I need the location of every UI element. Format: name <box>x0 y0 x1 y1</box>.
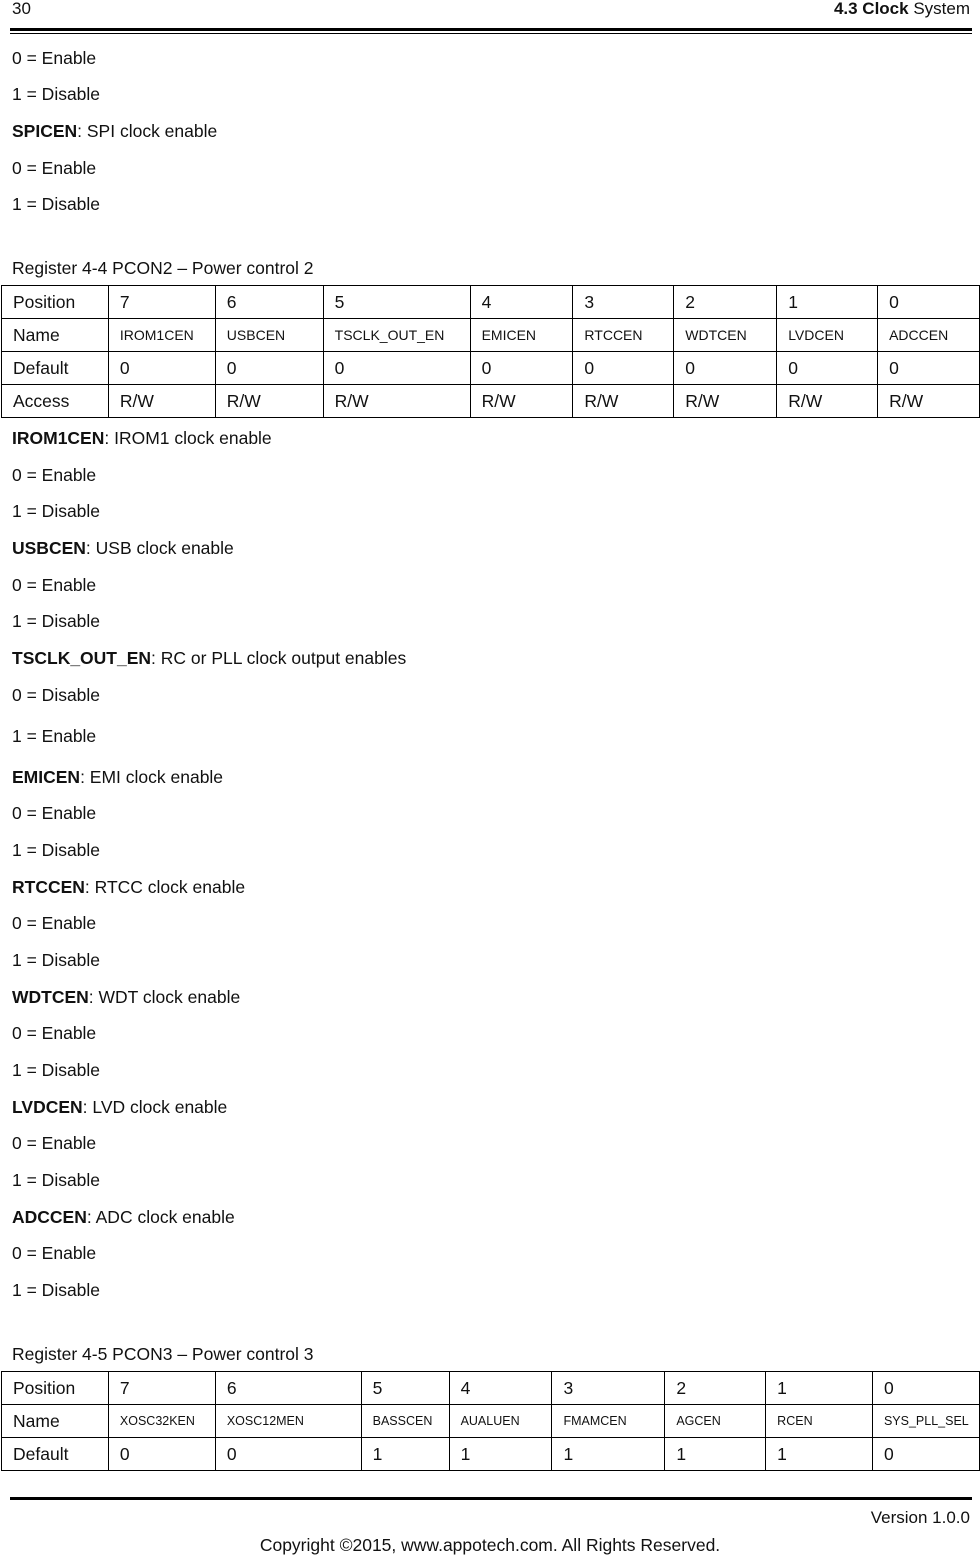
table-cell: TSCLK_OUT_EN <box>323 319 470 352</box>
field-description <box>12 575 96 596</box>
line-text: 0 = Enable <box>12 913 97 933</box>
table-cell: 1 <box>766 1438 873 1471</box>
version-label: Version 1.0.0 <box>870 1508 970 1527</box>
table-cell: 0 <box>215 1438 361 1471</box>
line-text: : USB clock enable <box>85 538 234 558</box>
line-text: 1 = Enable <box>12 726 97 746</box>
table-cell: R/W <box>777 385 878 418</box>
table-row <box>2 1405 980 1438</box>
table-cell: 0 <box>470 352 573 385</box>
table-cell: 0 <box>215 352 323 385</box>
table-cell: RCEN <box>766 1405 873 1438</box>
term: TSCLK_OUT_EN <box>12 648 152 668</box>
table-cell: 2 <box>674 286 777 319</box>
line-text: 1 = Disable <box>12 950 101 970</box>
line-text: : WDT clock enable <box>88 987 241 1007</box>
table-cell: XOSC12MEN <box>215 1405 361 1438</box>
intro-line <box>12 158 96 179</box>
line-text: : RTCC clock enable <box>84 877 246 897</box>
table-cell: R/W <box>470 385 573 418</box>
row-header: Name <box>2 319 109 352</box>
intro-line <box>12 121 217 142</box>
table-cell: IROM1CEN <box>108 319 215 352</box>
line-text: 0 = Enable <box>12 575 97 595</box>
term: IROM1CEN <box>12 428 105 448</box>
row-header: Position <box>2 1372 109 1405</box>
row-header: Name <box>2 1405 109 1438</box>
table-cell: R/W <box>215 385 323 418</box>
line-text: 1 = Disable <box>12 194 101 214</box>
field-description <box>12 726 96 747</box>
table-cell: R/W <box>323 385 470 418</box>
term: LVDCEN <box>12 1097 83 1117</box>
section-title-bold: 4.3 Clock <box>833 0 909 18</box>
table-cell: 1 <box>449 1438 552 1471</box>
table-cell: 0 <box>777 352 878 385</box>
line-text: : ADC clock enable <box>86 1207 235 1227</box>
line-text: : LVD clock enable <box>82 1097 228 1117</box>
table-cell: BASSCEN <box>361 1405 449 1438</box>
header-rule-thin <box>10 33 972 34</box>
field-description <box>12 987 240 1008</box>
table-cell: 5 <box>361 1372 449 1405</box>
register-4-4-caption: Register 4-4 PCON2 – Power control 2 <box>12 258 314 278</box>
table-cell: 0 <box>108 1438 215 1471</box>
line-text: 1 = Disable <box>12 84 101 104</box>
line-text: 1 = Disable <box>12 840 101 860</box>
table-cell: 6 <box>215 1372 361 1405</box>
field-description <box>12 1243 96 1264</box>
table-cell: 0 <box>878 352 980 385</box>
table-cell: RTCCEN <box>573 319 674 352</box>
table-cell: 3 <box>573 286 674 319</box>
page-number: 30 <box>12 0 31 18</box>
field-description <box>12 1060 100 1081</box>
table-cell: 0 <box>323 352 470 385</box>
table-cell: 0 <box>872 1372 979 1405</box>
table-cell: ADCCEN <box>878 319 980 352</box>
line-text: : IROM1 clock enable <box>104 428 272 448</box>
field-description <box>12 767 223 788</box>
table-cell: R/W <box>878 385 980 418</box>
term: RTCCEN <box>12 877 85 897</box>
field-description <box>12 950 100 971</box>
field-description <box>12 1133 96 1154</box>
table-cell: R/W <box>573 385 674 418</box>
table-cell: 2 <box>665 1372 766 1405</box>
line-text: 0 = Enable <box>12 1133 97 1153</box>
table-cell: 0 <box>108 352 215 385</box>
table-row <box>2 319 980 352</box>
field-description <box>12 501 100 522</box>
table-cell: 4 <box>449 1372 552 1405</box>
footer-rule <box>10 1497 972 1500</box>
table-cell: 1 <box>777 286 878 319</box>
row-header: Default <box>2 352 109 385</box>
line-text: 0 = Disable <box>12 685 101 705</box>
intro-line <box>12 84 100 105</box>
table-cell: WDTCEN <box>674 319 777 352</box>
table-row <box>2 352 980 385</box>
table-cell: 0 <box>573 352 674 385</box>
term: EMICEN <box>12 767 81 787</box>
field-description <box>12 648 406 669</box>
line-text: 1 = Disable <box>12 1170 101 1190</box>
row-header: Position <box>2 286 109 319</box>
term: USBCEN <box>12 538 86 558</box>
register-4-5-caption: Register 4-5 PCON3 – Power control 3 <box>12 1344 314 1364</box>
section-title-rest: System <box>908 0 970 18</box>
field-description <box>12 1207 235 1228</box>
table-cell: AUALUEN <box>449 1405 552 1438</box>
field-description <box>12 913 96 934</box>
field-description <box>12 1280 100 1301</box>
field-description <box>12 685 100 706</box>
table-cell: 7 <box>108 1372 215 1405</box>
row-header: Default <box>2 1438 109 1471</box>
term: SPICEN <box>12 121 78 141</box>
table-row <box>2 1438 980 1471</box>
table-cell: 1 <box>552 1438 665 1471</box>
field-description <box>12 1170 100 1191</box>
term: ADCCEN <box>12 1207 87 1227</box>
line-text: : EMI clock enable <box>80 767 224 787</box>
field-description <box>12 1023 96 1044</box>
header-rule <box>10 28 972 31</box>
section-title <box>834 0 970 19</box>
line-text: 1 = Disable <box>12 501 101 521</box>
line-text: 1 = Disable <box>12 1060 101 1080</box>
table-cell: 7 <box>108 286 215 319</box>
line-text: : RC or PLL clock output enables <box>151 648 407 668</box>
table-cell: 1 <box>665 1438 766 1471</box>
table-cell: LVDCEN <box>777 319 878 352</box>
table-cell: R/W <box>108 385 215 418</box>
table-row <box>2 1372 980 1405</box>
field-description <box>12 803 96 824</box>
table-cell: 4 <box>470 286 573 319</box>
register-4-5-table <box>1 1371 980 1471</box>
row-header: Access <box>2 385 109 418</box>
field-description <box>12 1097 227 1118</box>
line-text: 0 = Enable <box>12 158 97 178</box>
line-text: 1 = Disable <box>12 611 101 631</box>
field-description <box>12 465 96 486</box>
table-cell: EMICEN <box>470 319 573 352</box>
table-cell: FMAMCEN <box>552 1405 665 1438</box>
table-row <box>2 385 980 418</box>
line-text: 1 = Disable <box>12 1280 101 1300</box>
table-cell: 0 <box>674 352 777 385</box>
field-description <box>12 428 272 449</box>
table-cell: 1 <box>766 1372 873 1405</box>
line-text: 0 = Enable <box>12 465 97 485</box>
table-cell: 1 <box>361 1438 449 1471</box>
intro-line <box>12 194 100 215</box>
line-text: 0 = Enable <box>12 1243 97 1263</box>
table-cell: 0 <box>878 286 980 319</box>
copyright-notice: Copyright ©2015, www.appotech.com. All Rights Reserved. <box>259 1535 721 1555</box>
table-cell: 0 <box>872 1438 979 1471</box>
table-cell: USBCEN <box>215 319 323 352</box>
table-cell: 5 <box>323 286 470 319</box>
line-text: 0 = Enable <box>12 1023 97 1043</box>
line-text: 0 = Enable <box>12 803 97 823</box>
table-cell: 6 <box>215 286 323 319</box>
table-cell: AGCEN <box>665 1405 766 1438</box>
field-description <box>12 538 234 559</box>
table-cell: R/W <box>674 385 777 418</box>
table-row <box>2 286 980 319</box>
register-4-4-table <box>1 285 980 418</box>
table-cell: SYS_PLL_SEL <box>872 1405 979 1438</box>
field-description <box>12 611 100 632</box>
table-cell: 3 <box>552 1372 665 1405</box>
field-description <box>12 840 100 861</box>
table-cell: XOSC32KEN <box>108 1405 215 1438</box>
field-description <box>12 877 245 898</box>
term: WDTCEN <box>12 987 89 1007</box>
line-text: : SPI clock enable <box>77 121 218 141</box>
intro-line <box>12 48 96 69</box>
line-text: 0 = Enable <box>12 48 97 68</box>
